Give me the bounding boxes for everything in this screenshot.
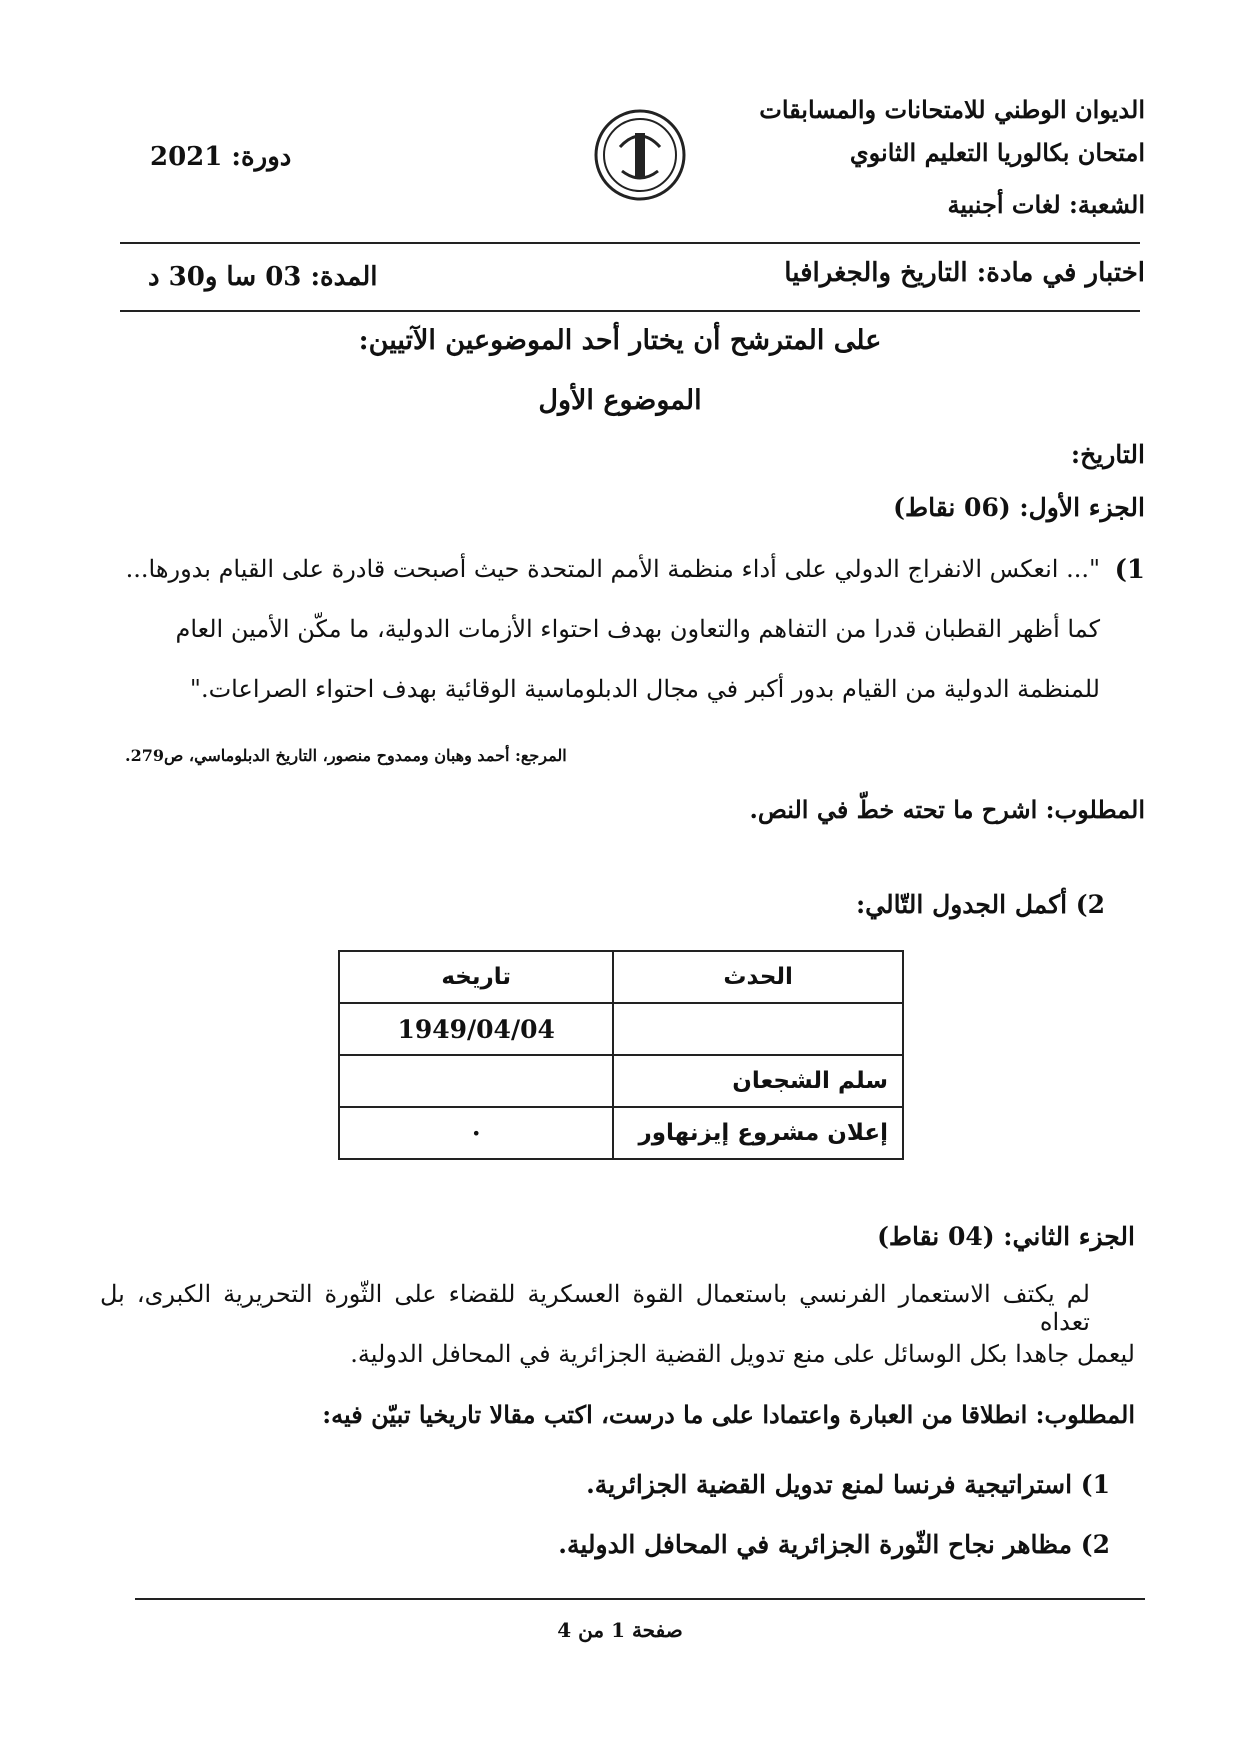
table-header-event: الحدث [613, 951, 903, 1003]
part2-text-line-1: لم يكتف الاستعمار الفرنسي باستعمال القوة العسكرية للقضاء على الثّورة التحريرية الكبرى، بل تعداه [100, 1280, 1090, 1336]
part2-item-1: 1) استراتيجية فرنسا لمنع تدويل القضية الجزائرية. [586, 1470, 1110, 1499]
q1-quote-line-3: للمنظمة الدولية من القيام بدور أكبر في مجال الدبلوماسية الوقائية بهدف احتواء الصراعات." [189, 675, 1100, 703]
topic-title: الموضوع الأول [538, 385, 702, 416]
footer-divider [135, 1598, 1145, 1600]
subject-divider [120, 310, 1140, 312]
part1-title: الجزء الأول: (06 نقاط) [893, 493, 1145, 522]
table-cell-event: إعلان مشروع إيزنهاور [613, 1107, 903, 1159]
table-cell-date [339, 1055, 613, 1107]
quote-reference: المرجع: أحمد وهبان وممدوح منصور، التاريخ الدبلوماسي، ص279. [125, 746, 567, 765]
exam-name: امتحان بكالوريا التعليم الثانوي [849, 138, 1145, 167]
header-divider [120, 242, 1140, 244]
part2-text-line-2: ليعمل جاهدا بكل الوسائل على منع تدويل القضية الجزائرية في المحافل الدولية. [350, 1340, 1135, 1368]
duration-line: المدة: 03 سا و30 د [148, 262, 378, 292]
events-table [338, 950, 904, 1160]
q1-required: المطلوب: اشرح ما تحته خطّ في النص. [749, 795, 1145, 824]
session-year: دورة: 2021 [150, 142, 292, 172]
part2-required: المطلوب: انطلاقا من العبارة واعتمادا على ما درست، اكتب مقالا تاريخيا تبيّن فيه: [322, 1400, 1135, 1429]
table-cell-event [613, 1003, 903, 1055]
table-header-row [339, 951, 903, 1003]
table-cell-event: سلم الشجعان [613, 1055, 903, 1107]
branch-label: الشعبة: لغات أجنبية [947, 190, 1145, 219]
table-row [339, 1107, 903, 1159]
table-row [339, 1055, 903, 1107]
instruction: على المترشح أن يختار أحد الموضوعين الآتيين: [358, 325, 882, 356]
section-history: التاريخ: [1070, 440, 1145, 469]
q2-instruction: 2) أكمل الجدول التّالي: [855, 890, 1105, 919]
subject-line: اختبار في مادة: التاريخ والجغرافيا [784, 258, 1145, 288]
ministry-emblem-icon [590, 105, 690, 205]
page-number: صفحة 1 من 4 [557, 1618, 683, 1642]
table-cell-date: 1949/04/04 [339, 1003, 613, 1055]
part2-item-2: 2) مظاهر نجاح الثّورة الجزائرية في المحافل الدولية. [558, 1530, 1110, 1559]
part2-title: الجزء الثاني: (04 نقاط) [877, 1222, 1135, 1251]
q1-quote-line-1: "... انعكس الانفراج الدولي على أداء منظمة الأمم المتحدة حيث أصبحت قادرة على القيام بدورها... [125, 555, 1100, 583]
q1-quote-line-2: كما أظهر القطبان قدرا من التفاهم والتعاون بهدف احتواء الأزمات الدولية، ما مكّن الأمين العام [175, 615, 1100, 643]
office-name: الديوان الوطني للامتحانات والمسابقات [759, 95, 1145, 124]
table-cell-date: · [339, 1107, 613, 1159]
q1-number: 1) [1114, 555, 1145, 585]
table-row [339, 1003, 903, 1055]
table-header-date: تاريخه [339, 951, 613, 1003]
